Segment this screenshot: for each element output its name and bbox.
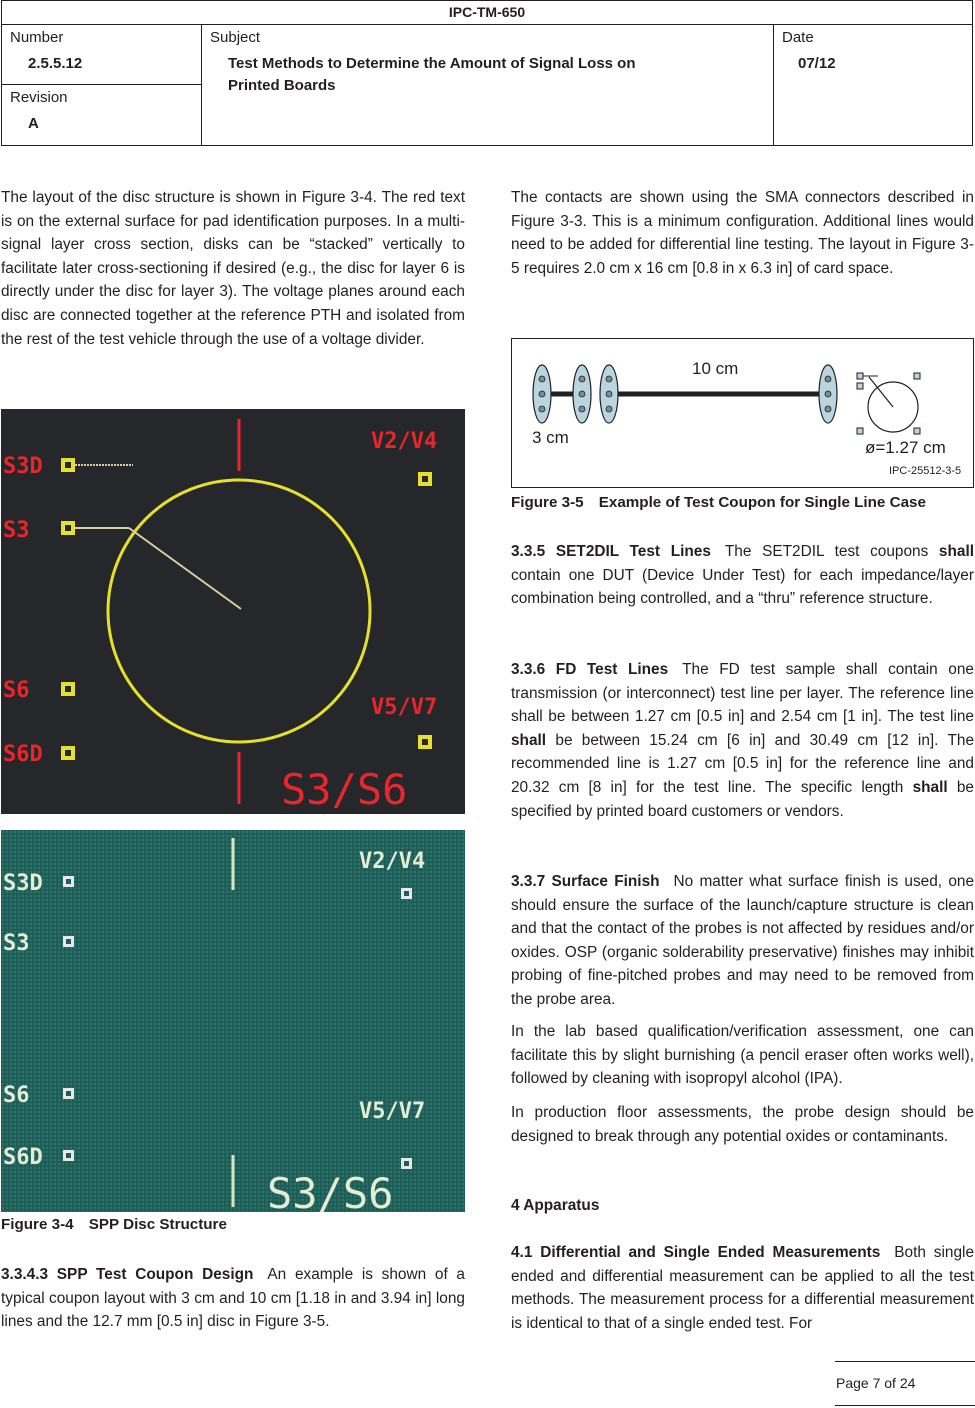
section-337 (511, 870, 974, 1012)
section-336-text-a: The FD test sample shall contain one transmission (or interconnect) test line per layer. The reference line shall be between 1.27 cm [0.5 in] and 2.54 cm [1 in]. The test line (511, 661, 974, 726)
number-cell (2, 25, 202, 85)
label-v2v4-green: V2/V4 (359, 849, 426, 874)
section-336-shall-2: shall (912, 778, 948, 796)
figure-3-5-caption: Figure 3-5 Example of Test Coupon for Single Line Case (511, 494, 926, 511)
date-label: Date (782, 29, 814, 46)
section-335-text-b: contain one DUT (Device Under Test) for each impedance/layer combination being controlled, and a “thru” reference structure. (511, 566, 974, 608)
section-3343-text: An example is shown of a typical coupon layout with 3 cm and 10 cm [1.18 in and 3.94 in] long lines and the 12.7 mm [0.5 in] disc in Figure 3-5. (1, 1266, 465, 1331)
label-diameter: ø=1.27 cm (865, 438, 946, 457)
subject-cell (202, 25, 774, 146)
subject-label: Subject (210, 29, 261, 46)
spp-disc-photo-dark-drawing (1, 409, 465, 814)
label-v5v7: V5/V7 (371, 695, 438, 720)
page-number: Page 7 of 24 (836, 1375, 916, 1391)
section-336-text-c: be specified by printed board customers or vendors. (511, 778, 974, 820)
label-s3: S3 (3, 518, 30, 543)
section-336-text-b: be between 15.24 cm [6 in] and 30.49 cm [12 in]. The recommended line is 1.27 cm [0.5 in] for the reference line and 20.32 cm [8 in] for the test line. The specific length (511, 731, 975, 796)
revision-cell (2, 85, 202, 146)
section-3343 (1, 1263, 465, 1334)
section-337-text: No matter what surface finish is used, one should ensure the surface of the launch/capture structure is clean and that the contact of the probes is not affected by residues and/or oxides. OSP (organic solderability preservative) finishes may inhibit probing of fine-pitched probes and may need to be removed from the probe area. (511, 873, 974, 1008)
label-s3s6-green: S3/S6 (267, 1169, 394, 1212)
production-assessment-text: In production floor assessments, the probe design should be designed to break through any potential oxides or contaminants. (511, 1104, 974, 1145)
section-336-shall-1: shall (511, 731, 547, 749)
lab-assessment-text: In the lab based qualification/verification assessment, one can facilitate this by slight burnishing (a pencil eraser often works well), followed by cleaning with isopropyl alcohol (IPA). (511, 1023, 974, 1088)
spp-disc-photo-dark (1, 409, 465, 814)
number-label: Number (10, 29, 64, 46)
figure-3-4-caption: Figure 3-4 SPP Disc Structure (1, 1216, 227, 1233)
section-3343-heading: 3.3.4.3 SPP Test Coupon Design (1, 1266, 254, 1283)
spp-disc-photo-green-drawing (1, 830, 465, 1212)
section-337-heading: 3.3.7 Surface Finish (511, 873, 660, 890)
label-s6d-green: S6D (3, 1145, 43, 1170)
subject-line-2: Printed Boards (228, 77, 336, 94)
label-s6-green: S6 (3, 1083, 30, 1108)
figure-3-5-drawing (512, 339, 973, 487)
label-figure-id: IPC-25512-3-5 (889, 465, 962, 477)
spp-disc-photo-green (1, 830, 465, 1212)
number-value: 2.5.5.12 (28, 55, 83, 72)
section-335-text-a: The SET2DIL test coupons (724, 543, 929, 560)
section-41-text: Both single ended and differential measurement can be applied to all the test methods. The measurement process for a differential measurement is identical to that of a single ended test. For (511, 1244, 975, 1332)
section-335-shall: shall (938, 543, 974, 560)
section-41-heading: 4.1 Differential and Single Ended Measurements (511, 1244, 881, 1261)
label-s6d: S6D (3, 742, 43, 767)
contacts-text: The contacts are shown using the SMA connectors described in Figure 3-3. This is a minimum configuration. Additional lines would need to be added for differential line testing. The layout in Figure 3-5 requires 2.0 cm x 16 cm [0.8 in x 6.3 in] of card space. (511, 189, 974, 277)
disc-layout-text: The layout of the disc structure is shown in Figure 3-4. The red text is on the external surface for pad identification purposes. In a multi-signal layer cross section, disks can be “stacked” vertically to facilitate later cross-sectioning if desired (e.g., the disc for layer 6 is directly under the disc for layer 3). The voltage planes around each disc are connected together at the reference PTH and isolated from the rest of the test vehicle through the use of a voltage divider. (1, 189, 465, 348)
section-4-heading: 4 Apparatus (511, 1197, 600, 1214)
footer-rule-bottom (835, 1405, 975, 1406)
left-intro-paragraph (1, 186, 465, 351)
label-v5v7-green: V5/V7 (359, 1099, 426, 1124)
revision-value: A (28, 115, 39, 132)
figure-3-5-diagram (511, 338, 974, 488)
production-paragraph (511, 1101, 974, 1148)
revision-label: Revision (10, 89, 68, 106)
label-s6: S6 (3, 678, 30, 703)
label-s3-green: S3 (3, 931, 30, 956)
label-s3d: S3D (3, 454, 43, 479)
section-4 (511, 1194, 974, 1218)
section-335 (511, 540, 974, 611)
label-s3s6: S3/S6 (281, 765, 408, 814)
date-cell (774, 25, 973, 146)
section-336-heading: 3.3.6 FD Test Lines (511, 661, 669, 678)
header-title: IPC-TM-650 (2, 1, 972, 25)
header-table (1, 0, 973, 146)
label-v2v4: V2/V4 (371, 429, 438, 454)
footer-rule-top (835, 1361, 975, 1362)
date-value: 07/12 (798, 55, 836, 72)
right-intro-paragraph (511, 186, 974, 280)
label-10cm: 10 cm (692, 359, 739, 378)
section-41 (511, 1241, 974, 1335)
section-335-heading: 3.3.5 SET2DIL Test Lines (511, 543, 711, 560)
subject-line-1: Test Methods to Determine the Amount of Signal Loss on (228, 55, 636, 72)
section-336 (511, 658, 974, 823)
label-3cm: 3 cm (532, 428, 569, 447)
label-s3d-green: S3D (3, 871, 43, 896)
lab-paragraph (511, 1020, 974, 1091)
